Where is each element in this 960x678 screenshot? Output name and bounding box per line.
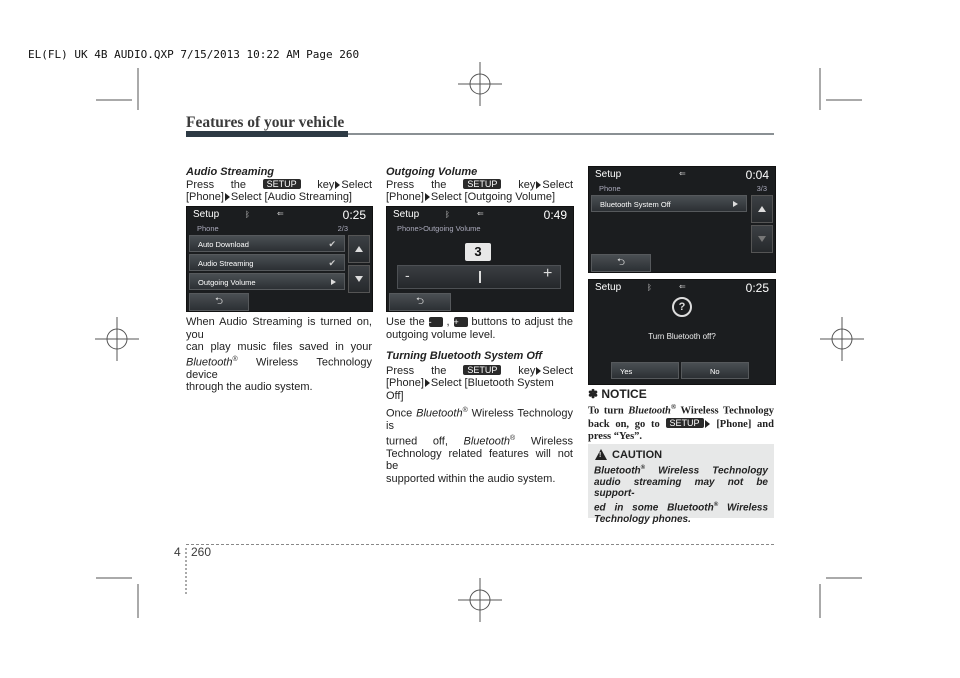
question-icon: ? bbox=[672, 297, 692, 317]
plus-button-icon: + bbox=[454, 317, 468, 327]
setup-key: SETUP bbox=[263, 179, 301, 189]
dialog-question: Turn Bluetooth off? bbox=[648, 332, 716, 341]
check-icon: ✔ bbox=[328, 239, 336, 249]
footer-rule bbox=[186, 544, 774, 545]
screen-page: 3/3 bbox=[756, 184, 767, 193]
screen-title: Setup bbox=[595, 282, 622, 293]
arrow-right-icon bbox=[331, 279, 336, 285]
back-button[interactable] bbox=[389, 293, 451, 311]
screen-title: Setup bbox=[193, 209, 220, 220]
scroll-down-button[interactable] bbox=[348, 265, 370, 293]
screen-title: Setup bbox=[393, 209, 420, 220]
audio-streaming-heading: Audio Streaming bbox=[186, 166, 275, 178]
column-2-body: Use the - , + buttons to adjust the outgoing volume level. Turning Bluetooth System Off Press the SETUP key Select [Phone] Select [Bluetooth System Off] Once Bluetooth® Wireless Technology is turned off, Bluetooth® Wireless Technology related features will not be supported within the audio system. bbox=[386, 316, 574, 485]
back-icon: ⮌ bbox=[616, 257, 625, 268]
minus-button-icon: - bbox=[429, 317, 443, 327]
back-icon: ⮌ bbox=[415, 296, 424, 307]
yes-button[interactable]: Yes bbox=[611, 362, 679, 379]
screen-subtitle: Phone>Outgoing Volume bbox=[397, 224, 481, 233]
volume-up-button[interactable]: + bbox=[543, 265, 553, 282]
bluetooth-icon: ᛒ bbox=[245, 210, 250, 219]
arrow-right-icon bbox=[536, 367, 541, 375]
column-1 bbox=[186, 166, 372, 204]
screen-time: 0:25 bbox=[745, 281, 769, 295]
caution-text: Bluetooth® Wireless Technology audio streaming may not be support- ed in some Bluetooth® Wireless Technology phones. bbox=[594, 465, 769, 525]
check-icon: ✔ bbox=[328, 258, 336, 268]
back-icon: ⮌ bbox=[214, 296, 223, 307]
arrow-right-icon bbox=[536, 181, 541, 189]
bluetooth-icon: ᛒ bbox=[445, 210, 450, 219]
scroll-up-button[interactable] bbox=[348, 235, 370, 263]
screen-bluetooth-system-off bbox=[588, 166, 776, 273]
back-button[interactable] bbox=[591, 254, 651, 272]
screen-time: 0:04 bbox=[745, 168, 769, 182]
header-bar bbox=[186, 131, 348, 137]
usb-icon: ⇐ bbox=[679, 282, 686, 291]
menu-item-outgoing-volume[interactable]: Outgoing Volume bbox=[189, 273, 345, 290]
screen-audio-streaming bbox=[186, 206, 373, 312]
notice-box: ✽ NOTICE To turn Bluetooth® Wireless Technology back on, go to SETUP [Phone] and press “Yes”. bbox=[588, 387, 774, 442]
volume-down-button[interactable]: - bbox=[405, 267, 410, 283]
bluetooth-icon: ᛒ bbox=[647, 283, 652, 292]
screen-outgoing-volume bbox=[386, 206, 574, 312]
chevron-down-icon bbox=[355, 276, 363, 282]
volume-level: 3 bbox=[465, 243, 491, 261]
bluetooth-off-heading: Turning Bluetooth System Off bbox=[386, 350, 543, 362]
screen-time: 0:49 bbox=[543, 208, 567, 222]
setup-key: SETUP bbox=[666, 418, 704, 428]
column-1-body: When Audio Streaming is turned on, you can play music files saved in your Bluetooth® Wireless Technology device through the audio system. bbox=[186, 316, 372, 394]
screen-page: 2/3 bbox=[337, 224, 348, 233]
caution-box: ! CAUTION Bluetooth® Wireless Technology audio streaming may not be support- ed in some Bluetooth® Wireless Technology phones. bbox=[588, 444, 774, 518]
menu-item-auto-download[interactable]: Auto Download ✔ bbox=[189, 235, 345, 252]
arrow-right-icon bbox=[425, 193, 430, 201]
screen-time: 0:25 bbox=[342, 208, 366, 222]
section-number: 4 bbox=[174, 545, 181, 559]
outgoing-volume-heading: Outgoing Volume bbox=[386, 166, 478, 178]
screen-subtitle: Phone bbox=[197, 224, 219, 233]
chevron-down-icon bbox=[758, 236, 766, 242]
screen-subtitle: Phone bbox=[599, 184, 621, 193]
instruction-line: Press the SETUP key Select bbox=[186, 178, 372, 191]
arrow-right-icon bbox=[335, 181, 340, 189]
usb-icon: ⇐ bbox=[277, 209, 284, 218]
screen-title: Setup bbox=[595, 169, 622, 180]
chevron-up-icon bbox=[355, 246, 363, 252]
no-button[interactable]: No bbox=[681, 362, 749, 379]
running-header: Features of your vehicle bbox=[186, 114, 345, 131]
arrow-right-icon bbox=[733, 201, 738, 207]
setup-key: SETUP bbox=[463, 365, 501, 375]
chevron-up-icon bbox=[758, 206, 766, 212]
arrow-right-icon bbox=[425, 379, 430, 387]
caution-title: CAUTION bbox=[612, 449, 663, 461]
scroll-up-button[interactable] bbox=[751, 195, 773, 223]
setup-key: SETUP bbox=[463, 179, 501, 189]
back-button[interactable] bbox=[189, 293, 249, 311]
page-number: 260 bbox=[191, 545, 212, 559]
scroll-down-button[interactable] bbox=[751, 225, 773, 253]
menu-item-audio-streaming[interactable]: Audio Streaming ✔ bbox=[189, 254, 345, 271]
usb-icon: ⇐ bbox=[679, 169, 686, 178]
slider-thumb[interactable] bbox=[479, 271, 481, 283]
instruction-line: [Phone] Select [Audio Streaming] bbox=[186, 191, 352, 203]
notice-title: ✽ NOTICE bbox=[588, 387, 647, 401]
screen-turn-bluetooth-off-dialog bbox=[588, 279, 776, 385]
arrow-right-icon bbox=[225, 193, 230, 201]
column-2: Outgoing Volume Press the SETUP key Select [Phone] Select [Outgoing Volume] bbox=[386, 166, 573, 203]
print-slug: EL(FL) UK 4B AUDIO.QXP 7/15/2013 10:22 AM Page 260 bbox=[28, 48, 360, 61]
menu-item-bluetooth-system-off[interactable]: Bluetooth System Off bbox=[591, 195, 747, 212]
arrow-right-icon bbox=[705, 420, 710, 428]
usb-icon: ⇐ bbox=[477, 209, 484, 218]
